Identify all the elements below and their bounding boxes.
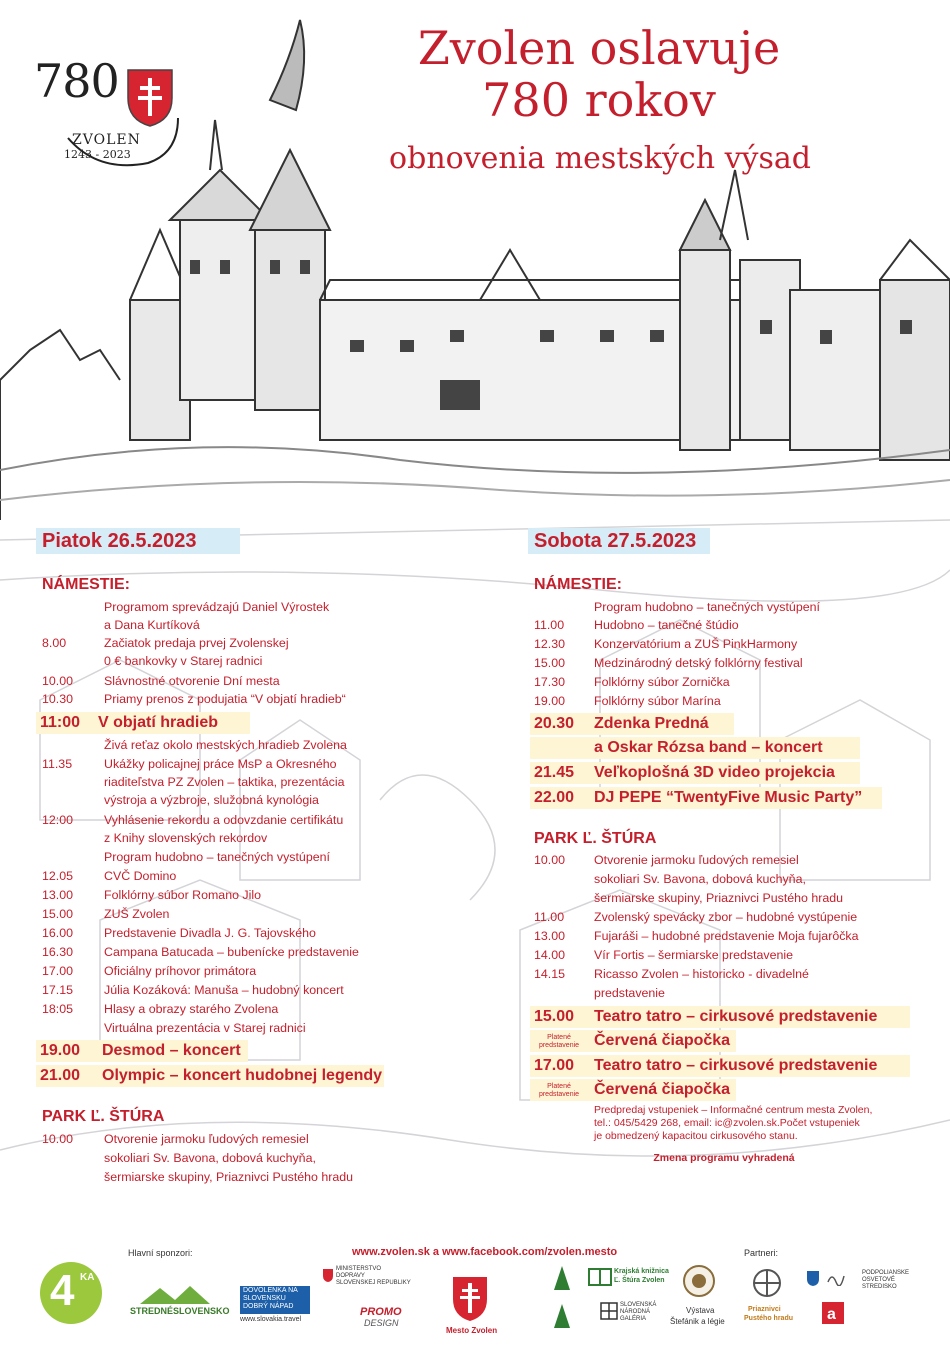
row-text: Medzinárodný detský folklórny festival [594,656,803,670]
row-text: Otvorenie jarmoku ľudových remesiel [104,1132,309,1146]
row-text: Hlasy a obrazy starého Zvolena [104,1002,279,1016]
logo-osveta-line: STREDISKO [862,1284,897,1290]
row-text: ZUŠ Zvolen [104,907,170,921]
row-text: výstroja a výzbroje, služobná kynológia [104,793,319,807]
row-text: Programom sprevádzajú Daniel Výrostek [104,600,330,614]
logo-dovolenka-line: DOVOLENKA NA [243,1287,298,1294]
friday-park-label: PARK Ľ. ŠTÚRA [42,1108,165,1125]
logo-vystava-line: Výstava [686,1306,715,1315]
row-text: sokoliari Sv. Bavona, dobová kuchyňa, [104,1151,316,1165]
page-title-line1: Zvolen oslavuje [417,21,781,75]
logo-number: 780 [34,54,119,108]
row-time: 10.30 [42,692,74,706]
row-text: Konzervatórium a ZUŠ PinkHarmony [594,637,798,651]
row-text: riaditeľstva PZ Zvolen – taktika, prezentácia [104,775,345,789]
logo-galeria-line: NÁRODNÁ [620,1309,651,1315]
gallery-grid-icon [600,1302,618,1320]
row-text: 0 € bankovky v Starej radnici [104,654,263,668]
logo-priaznivci-line: Pustého hradu [744,1315,794,1322]
row-time: 17.15 [42,983,74,997]
row-time: 15.00 [534,656,566,670]
logo-4ka-sub: KA [80,1272,95,1283]
saturday-park-label: PARK Ľ. ŠTÚRA [534,830,657,847]
row-time: 10.00 [42,1132,74,1146]
paid-show-note: Platené predstavenie [538,1083,580,1098]
friday-highlight-1900 [36,1040,248,1062]
highlight-time: 15.00 [534,1008,575,1025]
friday-highlight-1100 [36,712,250,734]
tree-icon [552,1302,572,1332]
logo-kniznica-line: Krajská knižnica [614,1268,669,1275]
row-text: Slávnostné otvorenie Dní mesta [104,674,280,688]
logo-promo: PROMO [360,1306,402,1318]
sponsors-label: Hlavní sponzori: [128,1248,193,1258]
row-text: Campana Batucada – bubenícke predstavenie [104,945,359,959]
highlight-text: Zdenka Predná [594,715,709,732]
row-text: Začiatok predaja prvej Zvolenskej [104,636,289,650]
highlight-text: Veľkoplošná 3D video projekcia [594,764,835,781]
book-icon [588,1268,612,1286]
logo-promo-design: DESIGN [364,1318,399,1328]
highlight-text: Olympic – koncert hudobnej legendy [102,1067,383,1084]
row-time: 17.30 [534,675,566,689]
logo-osveta-line: PODPOLIANSKE [862,1270,910,1276]
row-time: 16.30 [42,945,74,959]
row-text: Zvolenský spevácky zbor – hudobné vystúpenie [594,910,858,924]
row-text: šermiarske skupiny, Priaznivci Pustého hradu [594,891,844,905]
ticket-note-line: tel.: 045/5429 268, email: ic@zvolen.sk.Počet vstupeniek [594,1117,860,1129]
row-text: Priamy prenos z podujatia “V objatí hradieb“ [104,692,346,706]
partners-label: Partneri: [744,1248,779,1258]
saturday-highlight-band [530,737,860,759]
row-time: 14.15 [534,967,566,981]
logo-dovolenka-url: www.slovakia.travel [240,1316,302,1323]
highlight-time: 21.45 [534,764,575,781]
row-time: 12.30 [534,637,566,651]
logo-galeria-line: SLOVENSKÁ [620,1302,657,1308]
row-text: Program hudobno – tanečných vystúpení [594,600,820,614]
row-text: Ricasso Zvolen – historicko - divadelné [594,967,809,981]
logo-ministry-line: SLOVENSKEJ REPUBLIKY [336,1280,411,1286]
row-time: 12.05 [42,869,74,883]
tree-icon [552,1264,572,1294]
row-time: 18:05 [42,1002,74,1016]
saturday-highlight-2030 [530,713,734,735]
row-text: Folklórny súbor Zornička [594,675,730,689]
highlight-text: Červená čiapočka [594,1032,731,1049]
row-text: šermiarske skupiny, Priaznivci Pustého hradu [104,1170,354,1184]
saturday-date-bar: Sobota 27.5.2023 [528,528,710,554]
highlight-time: 21.00 [40,1067,81,1084]
highlight-time: 19.00 [40,1042,81,1059]
row-text: Virtuálna prezentácia v Starej radnici [104,1021,306,1035]
row-time: 10.00 [42,674,74,688]
stefanik-medal-icon [682,1264,716,1298]
row-text: Folklórny súbor Marína [594,694,721,708]
highlight-text: Teatro tatro – cirkusové predstavenie [594,1057,878,1074]
logo-vystava-line: Štefánik a légie [670,1317,725,1326]
row-text: CVČ Domino [104,869,177,883]
highlight-text: DJ PEPE “TwentyFive Music Party” [594,789,863,806]
logo-ministry-line: DOPRAVY [336,1273,365,1279]
row-time: 10.00 [534,853,566,867]
saturday-highlight-2200 [530,787,882,809]
row-time: 16.00 [42,926,74,940]
highlight-text: V objatí hradieb [98,714,219,731]
friday-namestie-label: NÁMESTIE: [42,576,130,593]
highlight-time: 11:00 [40,714,81,731]
logo-years: 1243 - 2023 [64,148,131,161]
friday-highlight-2100 [36,1065,384,1087]
footer-url[interactable]: www.zvolen.sk a www.facebook.com/zvolen.mesto [352,1246,618,1258]
row-text: Živá reťaz okolo mestských hradieb Zvolena [104,738,347,752]
row-text: Predstavenie Divadla J. G. Tajovského [104,926,316,940]
friday-date-bar: Piatok 26.5.2023 [36,528,240,554]
logo-4ka-text: 4 [50,1266,75,1315]
paid-show-note: Platené predstavenie [538,1034,580,1049]
row-text: z Knihy slovenských rekordov [104,831,268,845]
logo-galeria-line: GALÉRIA [620,1316,647,1322]
row-time: 11.35 [42,757,73,771]
highlight-time: 20.30 [534,715,575,732]
row-time: 12:00 [42,813,74,827]
logo-4ka [40,1262,102,1324]
svg-text:a: a [827,1306,836,1323]
row-text: Júlia Kozáková: Manuša – hudobný koncert [104,983,344,997]
row-text: Hudobno – tanečné štúdio [594,618,739,632]
mesto-zvolen-shield-icon [452,1276,488,1322]
row-time: 14.00 [534,948,566,962]
row-text: sokoliari Sv. Bavona, dobová kuchyňa, [594,872,806,886]
city-shield-icon [806,1270,820,1286]
row-text: a Dana Kurtíková [104,618,200,632]
row-text: Program hudobno – tanečných vystúpení [104,850,330,864]
program-change-note: Zmena programu vyhradená [653,1152,795,1164]
logo-kniznica-line: Ľ. Štúra Zvolen [614,1277,665,1284]
logo-ministry-line: MINISTERSTVO [336,1266,382,1272]
row-time: 19.00 [534,694,566,708]
signature-icon [826,1270,846,1286]
ministry-shield-icon [322,1268,334,1282]
shield-cross-icon [126,68,174,128]
highlight-text: a Oskar Rózsa band – koncert [594,739,823,756]
row-time: 13.00 [42,888,74,902]
stredne-mountains-icon [130,1284,230,1306]
page-subtitle: obnovenia mestských výsad [389,141,811,176]
page-title-line2: 780 rokov [482,73,716,127]
logo-osveta-line: OSVETOVÉ [862,1277,895,1283]
letter-a-icon [822,1302,844,1324]
row-text: Fujaráši – hudobné predstavenie Moja fujarôčka [594,929,859,943]
logo-stredne: STREDNÉSLOVENSKO [130,1306,230,1316]
logo-dovolenka-line: DOBRÝ NÁPAD [243,1303,294,1310]
crest-cross-icon [752,1268,782,1298]
logo-city: ZVOLEN [72,132,141,148]
row-text: Oficiálny príhovor primátora [104,964,257,978]
highlight-text: Desmod – koncert [102,1042,241,1059]
logo-priaznivci-line: Priaznivci [748,1306,781,1313]
saturday-show-1500 [530,1006,910,1028]
row-time: 8.00 [42,636,67,650]
ticket-note-line: je obmedzený kapacitou cirkusového stanu. [594,1130,798,1142]
row-time: 11.00 [534,910,565,924]
footer-sponsors [0,1240,950,1345]
highlight-text: Červená čiapočka [594,1081,731,1098]
logo-dovolenka [240,1286,310,1314]
row-text: predstavenie [594,986,665,1000]
highlight-time: 17.00 [534,1057,575,1074]
row-text: Vír Fortis – šermiarske predstavenie [594,948,794,962]
highlight-text: Teatro tatro – cirkusové predstavenie [594,1008,878,1025]
ticket-note-line: Predpredaj vstupeniek – Informačné centrum mesta Zvolen, [594,1104,873,1116]
row-time: 17.00 [42,964,74,978]
row-text: Otvorenie jarmoku ľudových remesiel [594,853,799,867]
row-time: 15.00 [42,907,74,921]
row-time: 13.00 [534,929,566,943]
row-time: 11.00 [534,618,565,632]
logo-780 [28,48,188,178]
highlight-time: 22.00 [534,789,575,806]
ticket-note [594,1104,884,1143]
hero-section [0,0,950,520]
logo-dovolenka-line: SLOVENSKU [243,1295,286,1302]
row-text: Vyhlásenie rekordu a odovzdanie certifikátu [104,813,344,827]
saturday-highlight-2145 [530,762,860,784]
saturday-show-1700 [530,1055,910,1077]
saturday-namestie-label: NÁMESTIE: [534,576,622,593]
row-text: Folklórny súbor Romano Jilo [104,888,262,902]
logo-mesto: Mesto Zvolen [446,1326,498,1335]
row-text: Ukážky policajnej práce MsP a Okresného [104,757,337,771]
